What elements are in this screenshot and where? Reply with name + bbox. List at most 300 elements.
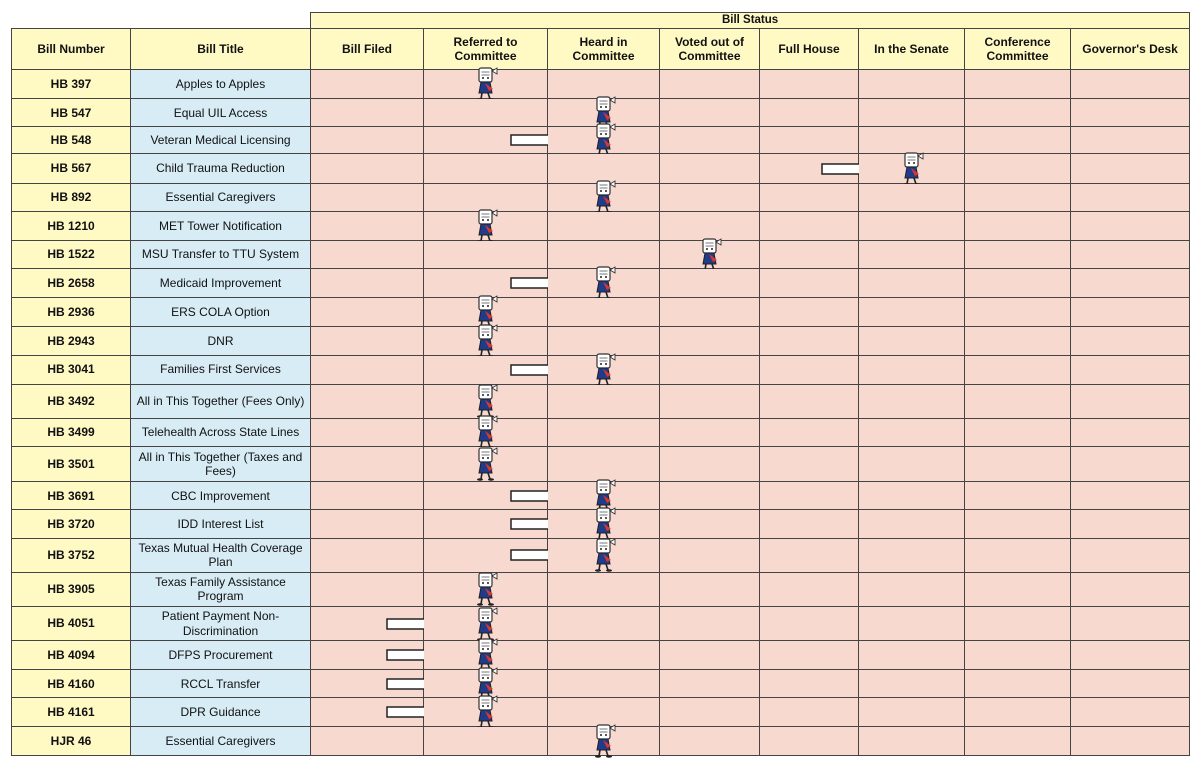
status-cell <box>965 641 1071 670</box>
status-cell <box>548 327 660 355</box>
status-cell <box>965 698 1071 726</box>
status-cell <box>548 269 660 298</box>
status-marker-wrap <box>548 482 659 509</box>
bill-mascot-icon <box>591 538 617 572</box>
status-cell <box>548 70 660 99</box>
status-cell <box>424 572 548 606</box>
status-cell <box>660 572 760 606</box>
status-cell <box>760 510 859 538</box>
status-cell <box>859 154 965 183</box>
status-cell <box>1071 726 1190 755</box>
status-cell <box>311 726 424 755</box>
status-cell <box>311 572 424 606</box>
status-cell <box>424 99 548 127</box>
bill-title: DNR <box>131 327 311 355</box>
status-cell <box>424 606 548 640</box>
status-marker-wrap <box>660 241 759 268</box>
bill-row <box>12 606 1190 640</box>
bill-title: Families First Services <box>131 355 311 384</box>
bill-row <box>12 127 1190 154</box>
status-cell <box>424 327 548 355</box>
status-cell <box>548 154 660 183</box>
status-cell <box>859 70 965 99</box>
status-cell <box>859 606 965 640</box>
status-cell <box>965 240 1071 268</box>
status-cell <box>424 127 548 154</box>
bill-row <box>12 641 1190 670</box>
bill-row <box>12 355 1190 384</box>
bill-row <box>12 538 1190 572</box>
status-cell <box>548 726 660 755</box>
status-cell <box>859 670 965 698</box>
status-cell <box>760 99 859 127</box>
bill-number: HB 548 <box>12 127 131 154</box>
bill-row <box>12 70 1190 99</box>
status-cell <box>760 670 859 698</box>
bill-mascot-icon <box>473 384 499 418</box>
status-cell <box>965 418 1071 446</box>
status-cell <box>760 355 859 384</box>
bill-number: HB 1210 <box>12 211 131 240</box>
status-cell <box>859 127 965 154</box>
status-cell <box>424 418 548 446</box>
status-cell <box>965 154 1071 183</box>
bill-row <box>12 327 1190 355</box>
status-cell <box>660 99 760 127</box>
status-cell <box>660 510 760 538</box>
status-cell <box>760 127 859 154</box>
status-marker-wrap <box>548 127 659 153</box>
status-cell <box>311 240 424 268</box>
transition-arrow-wrap <box>424 127 547 153</box>
status-cell <box>548 482 660 510</box>
bill-number: HB 1522 <box>12 240 131 268</box>
bill-row <box>12 183 1190 211</box>
status-cell <box>859 211 965 240</box>
bill-row <box>12 240 1190 268</box>
status-cell <box>965 510 1071 538</box>
stage-header: Conference Committee <box>965 29 1071 70</box>
stage-header: Full House <box>760 29 859 70</box>
bill-number-header: Bill Number <box>12 29 131 70</box>
status-cell <box>424 154 548 183</box>
bill-title: Medicaid Improvement <box>131 269 311 298</box>
status-cell <box>311 510 424 538</box>
bill-title: All in This Together (Taxes and Fees) <box>131 447 311 482</box>
status-cell <box>311 606 424 640</box>
status-marker-wrap <box>548 356 659 384</box>
status-cell <box>965 572 1071 606</box>
status-cell <box>859 269 965 298</box>
status-cell <box>660 355 760 384</box>
bill-number: HJR 46 <box>12 726 131 755</box>
bill-title: Child Trauma Reduction <box>131 154 311 183</box>
status-cell <box>965 447 1071 482</box>
status-cell <box>965 726 1071 755</box>
status-cell <box>660 670 760 698</box>
group-header-row <box>12 13 1190 29</box>
status-cell <box>760 211 859 240</box>
bill-number: HB 892 <box>12 183 131 211</box>
bill-mascot-icon <box>473 695 499 729</box>
header-spacer <box>12 13 311 29</box>
status-cell <box>660 641 760 670</box>
bill-row <box>12 510 1190 538</box>
status-cell <box>965 211 1071 240</box>
bill-number: HB 547 <box>12 99 131 127</box>
status-cell <box>1071 572 1190 606</box>
bill-number: HB 4051 <box>12 606 131 640</box>
status-cell <box>660 482 760 510</box>
status-marker-wrap <box>548 99 659 126</box>
bill-number: HB 2943 <box>12 327 131 355</box>
status-marker-wrap <box>424 327 547 354</box>
status-cell <box>424 211 548 240</box>
bill-number: HB 4094 <box>12 641 131 670</box>
status-cell <box>760 418 859 446</box>
status-cell <box>760 384 859 418</box>
bill-number: HB 3720 <box>12 510 131 538</box>
bill-title: Texas Mutual Health Coverage Plan <box>131 538 311 572</box>
status-cell <box>859 538 965 572</box>
bill-title: IDD Interest List <box>131 510 311 538</box>
status-cell <box>965 538 1071 572</box>
bill-number: HB 3752 <box>12 538 131 572</box>
bill-row <box>12 269 1190 298</box>
bill-mascot-icon <box>473 447 499 481</box>
status-cell <box>1071 482 1190 510</box>
stage-header: Governor's Desk <box>1071 29 1190 70</box>
status-cell <box>1071 538 1190 572</box>
status-cell <box>760 183 859 211</box>
bill-mascot-icon <box>591 353 617 387</box>
status-cell <box>424 269 548 298</box>
status-cell <box>660 447 760 482</box>
status-cell <box>424 70 548 99</box>
bill-number: HB 3041 <box>12 355 131 384</box>
status-cell <box>424 355 548 384</box>
status-marker-wrap <box>424 573 547 606</box>
status-marker-wrap <box>424 641 547 669</box>
stage-header: In the Senate <box>859 29 965 70</box>
status-cell <box>965 327 1071 355</box>
status-cell <box>424 384 548 418</box>
status-cell <box>311 99 424 127</box>
bill-number: HB 4160 <box>12 670 131 698</box>
bill-mascot-icon <box>591 180 617 214</box>
status-cell <box>965 606 1071 640</box>
transition-arrow-wrap <box>311 641 423 669</box>
stage-header: Referred to Committee <box>424 29 548 70</box>
status-cell <box>660 538 760 572</box>
status-cell <box>965 298 1071 327</box>
status-cell <box>311 384 424 418</box>
status-cell <box>660 418 760 446</box>
status-cell <box>859 418 965 446</box>
status-cell <box>859 183 965 211</box>
bill-row <box>12 211 1190 240</box>
status-cell <box>424 670 548 698</box>
bill-title: Essential Caregivers <box>131 183 311 211</box>
status-cell <box>548 355 660 384</box>
status-cell <box>760 327 859 355</box>
status-marker-wrap <box>548 511 659 538</box>
status-cell <box>311 418 424 446</box>
status-cell <box>965 127 1071 154</box>
status-cell <box>660 127 760 154</box>
bill-row <box>12 418 1190 446</box>
bill-row <box>12 670 1190 698</box>
status-cell <box>660 726 760 755</box>
bill-number: HB 3691 <box>12 482 131 510</box>
status-cell <box>548 211 660 240</box>
status-cell <box>1071 154 1190 183</box>
transition-arrow-wrap <box>424 356 547 384</box>
bill-title: RCCL Transfer <box>131 670 311 698</box>
bill-mascot-icon <box>473 324 499 358</box>
status-cell <box>548 641 660 670</box>
status-cell <box>311 183 424 211</box>
bill-mascot-icon <box>473 67 499 101</box>
bill-number: HB 3499 <box>12 418 131 446</box>
status-cell <box>1071 384 1190 418</box>
status-cell <box>548 698 660 726</box>
status-marker-wrap <box>548 269 659 297</box>
status-cell <box>424 641 548 670</box>
status-cell <box>1071 670 1190 698</box>
status-cell <box>859 99 965 127</box>
bill-mascot-icon <box>591 266 617 300</box>
status-cell <box>424 447 548 482</box>
status-cell <box>760 572 859 606</box>
status-cell <box>760 154 859 183</box>
status-cell <box>660 327 760 355</box>
stage-header: Bill Filed <box>311 29 424 70</box>
status-cell <box>548 240 660 268</box>
status-marker-wrap <box>424 385 547 418</box>
bill-number: HB 397 <box>12 70 131 99</box>
status-cell <box>311 355 424 384</box>
status-cell <box>311 154 424 183</box>
status-cell <box>660 211 760 240</box>
status-cell <box>548 384 660 418</box>
status-cell <box>1071 327 1190 355</box>
status-cell <box>424 482 548 510</box>
status-cell <box>548 447 660 482</box>
status-cell <box>965 269 1071 298</box>
status-cell <box>1071 355 1190 384</box>
status-cell <box>548 572 660 606</box>
status-cell <box>760 298 859 327</box>
bill-title: DFPS Procurement <box>131 641 311 670</box>
status-cell <box>660 269 760 298</box>
bill-mascot-icon <box>473 607 499 641</box>
status-cell <box>859 384 965 418</box>
bill-status-table <box>11 12 1190 756</box>
status-cell <box>760 70 859 99</box>
bill-number: HB 3492 <box>12 384 131 418</box>
status-cell <box>1071 606 1190 640</box>
transition-arrow-wrap <box>311 699 423 726</box>
status-cell <box>965 355 1071 384</box>
status-cell <box>965 70 1071 99</box>
status-cell <box>1071 211 1190 240</box>
bill-mascot-icon <box>473 415 499 449</box>
status-cell <box>548 418 660 446</box>
bill-mascot-icon <box>591 123 617 157</box>
status-cell <box>760 240 859 268</box>
status-cell <box>660 154 760 183</box>
bill-title: Patient Payment Non-Discrimination <box>131 606 311 640</box>
status-cell <box>965 384 1071 418</box>
bill-title: ERS COLA Option <box>131 298 311 327</box>
bill-title: MET Tower Notification <box>131 211 311 240</box>
status-cell <box>311 538 424 572</box>
bill-number: HB 3501 <box>12 447 131 482</box>
status-cell <box>859 447 965 482</box>
status-cell <box>760 726 859 755</box>
bill-mascot-icon <box>591 507 617 541</box>
status-cell <box>1071 418 1190 446</box>
bill-mascot-icon <box>899 152 925 186</box>
bill-number: HB 3905 <box>12 572 131 606</box>
status-cell <box>965 670 1071 698</box>
status-cell <box>311 447 424 482</box>
status-cell <box>859 355 965 384</box>
stage-header: Heard in Committee <box>548 29 660 70</box>
status-cell <box>1071 183 1190 211</box>
status-marker-wrap <box>424 419 547 446</box>
transition-arrow-wrap <box>424 482 547 509</box>
status-cell <box>760 269 859 298</box>
status-cell <box>760 482 859 510</box>
status-cell <box>311 127 424 154</box>
status-cell <box>1071 698 1190 726</box>
status-cell <box>311 269 424 298</box>
bill-row <box>12 482 1190 510</box>
status-cell <box>965 482 1071 510</box>
status-marker-wrap <box>859 155 964 183</box>
transition-arrow-wrap <box>424 539 547 572</box>
status-cell <box>859 572 965 606</box>
status-cell <box>859 240 965 268</box>
bill-number: HB 4161 <box>12 698 131 726</box>
status-cell <box>859 482 965 510</box>
bill-title: Veteran Medical Licensing <box>131 127 311 154</box>
bill-mascot-icon <box>697 238 723 272</box>
status-cell <box>311 698 424 726</box>
status-cell <box>760 698 859 726</box>
status-cell <box>548 183 660 211</box>
status-cell <box>548 538 660 572</box>
status-cell <box>760 447 859 482</box>
status-cell <box>965 183 1071 211</box>
status-cell <box>660 384 760 418</box>
bill-title: Equal UIL Access <box>131 99 311 127</box>
bill-title: Apples to Apples <box>131 70 311 99</box>
status-marker-wrap <box>548 727 659 755</box>
status-cell <box>311 670 424 698</box>
transition-arrow-wrap <box>424 511 547 538</box>
status-cell <box>660 298 760 327</box>
bill-row <box>12 572 1190 606</box>
status-cell <box>859 698 965 726</box>
status-cell <box>660 183 760 211</box>
bill-row <box>12 154 1190 183</box>
bill-mascot-icon <box>473 572 499 606</box>
status-cell <box>1071 70 1190 99</box>
status-cell <box>311 327 424 355</box>
transition-arrow-wrap <box>424 269 547 297</box>
status-cell <box>548 510 660 538</box>
status-cell <box>424 726 548 755</box>
status-cell <box>1071 510 1190 538</box>
status-cell <box>424 510 548 538</box>
status-cell <box>548 298 660 327</box>
bill-row <box>12 298 1190 327</box>
status-cell <box>424 183 548 211</box>
status-cell <box>859 641 965 670</box>
status-cell <box>424 298 548 327</box>
status-cell <box>424 240 548 268</box>
status-cell <box>1071 240 1190 268</box>
bill-title: DPR Guidance <box>131 698 311 726</box>
bill-mascot-icon <box>591 724 617 758</box>
status-cell <box>1071 99 1190 127</box>
bill-title: CBC Improvement <box>131 482 311 510</box>
status-marker-wrap <box>424 447 547 481</box>
bill-number: HB 567 <box>12 154 131 183</box>
bill-number: HB 2936 <box>12 298 131 327</box>
status-cell <box>1071 298 1190 327</box>
transition-arrow-wrap <box>311 670 423 697</box>
status-cell <box>1071 269 1190 298</box>
status-cell <box>424 538 548 572</box>
status-marker-wrap <box>424 70 547 98</box>
status-cell <box>311 298 424 327</box>
bill-row <box>12 447 1190 482</box>
status-cell <box>1071 641 1190 670</box>
bill-title: Texas Family Assistance Program <box>131 572 311 606</box>
status-marker-wrap <box>424 298 547 326</box>
status-cell <box>311 70 424 99</box>
status-cell <box>660 606 760 640</box>
bill-title: MSU Transfer to TTU System <box>131 240 311 268</box>
status-cell <box>660 70 760 99</box>
status-cell <box>311 641 424 670</box>
status-cell <box>660 240 760 268</box>
status-marker-wrap <box>548 539 659 572</box>
bill-title: Telehealth Across State Lines <box>131 418 311 446</box>
stage-header: Voted out of Committee <box>660 29 760 70</box>
status-cell <box>760 538 859 572</box>
column-header-row <box>12 29 1190 70</box>
status-cell <box>548 127 660 154</box>
status-marker-wrap <box>424 699 547 726</box>
status-marker-wrap <box>424 212 547 240</box>
status-cell <box>424 698 548 726</box>
bill-row <box>12 698 1190 726</box>
status-marker-wrap <box>548 184 659 211</box>
status-cell <box>760 606 859 640</box>
transition-arrow-wrap <box>760 155 858 183</box>
bill-status-heading: Bill Status <box>311 13 1190 29</box>
status-cell <box>660 698 760 726</box>
status-cell <box>859 327 965 355</box>
bill-mascot-icon <box>473 209 499 243</box>
status-cell <box>548 670 660 698</box>
status-cell <box>548 606 660 640</box>
